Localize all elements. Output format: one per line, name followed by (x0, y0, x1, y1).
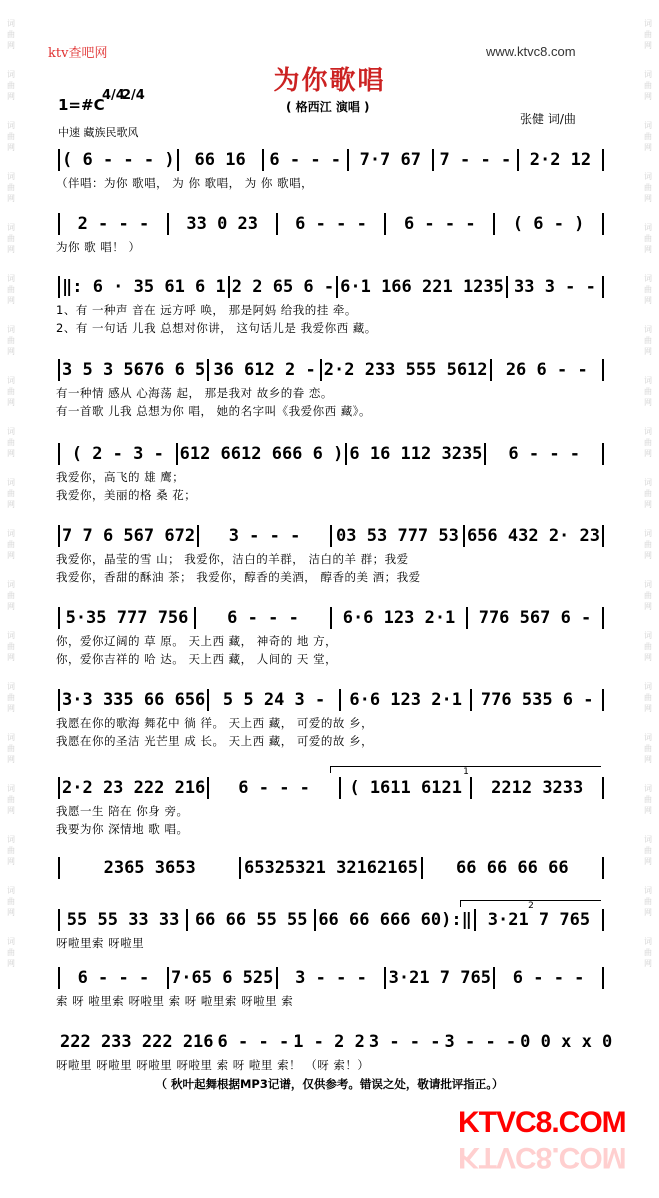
watermark-char: 曲 (644, 81, 652, 90)
watermark-char: 网 (644, 959, 652, 968)
watermark-char: 曲 (644, 183, 652, 192)
barline (602, 276, 604, 298)
watermark-char: 网 (644, 41, 652, 50)
watermark-char: 网 (644, 857, 652, 866)
watermark-char: 词 (644, 631, 652, 640)
measure: 26 6 - - (505, 360, 588, 380)
watermark-char: 曲 (7, 897, 15, 906)
notation-row (56, 148, 606, 172)
measure: 33 3 - - (514, 277, 596, 297)
second-ending-number: 2 (528, 901, 534, 911)
lyric-verse-1: （伴唱：为你 歌唱， 为 你 歌唱， 为 你 歌唱， (56, 176, 314, 190)
measure: 33 0 23 (186, 214, 259, 234)
barline (602, 777, 604, 799)
watermark-char: 词 (7, 427, 15, 436)
barline (470, 777, 472, 799)
barline (207, 777, 209, 799)
score-line (56, 856, 606, 902)
notation-row (56, 212, 606, 236)
barline (58, 777, 60, 799)
barline (276, 213, 278, 235)
measure: 2365 3653 (103, 858, 196, 878)
watermark-char: 网 (7, 602, 15, 611)
time-signature-b: 2/4 (122, 88, 145, 103)
watermark-char: 曲 (7, 30, 15, 39)
watermark-char: 词 (644, 784, 652, 793)
watermark-char: 网 (644, 500, 652, 509)
barline (602, 909, 604, 931)
barline (207, 359, 209, 381)
barline (490, 359, 492, 381)
lyric-verse-2: 我爱你，美丽的格 桑 花； (56, 488, 197, 502)
measure: 2·2 23 222 216 (62, 778, 206, 798)
watermark-char: 网 (644, 143, 652, 152)
watermark-char: 词 (7, 478, 15, 487)
watermark-char: 网 (644, 347, 652, 356)
second-ending-bracket (460, 900, 601, 911)
barline (602, 443, 604, 465)
watermark-char: 网 (7, 194, 15, 203)
measure: 0 0 x x 0 (520, 1032, 613, 1052)
measure: 3 - - - (368, 1032, 441, 1052)
watermark-char: 词 (644, 172, 652, 181)
barline (466, 607, 468, 629)
watermark-char: 网 (7, 653, 15, 662)
measure: 2·2 233 555 5612 (323, 360, 488, 380)
barline (602, 213, 604, 235)
measure: 3·21 7 765 (388, 968, 491, 988)
tempo-marking: 中速 藏族民歌风 (58, 126, 139, 139)
watermark-char: 曲 (7, 540, 15, 549)
barline (493, 967, 495, 989)
watermark-char: 网 (7, 245, 15, 254)
measure: 2 - - - (77, 214, 150, 234)
lyric-verse-2: 我愿在你的圣洁 光芒里 成 长。 天上西 藏， 可爱的故 乡， (56, 734, 374, 748)
measure: 66 66 666 60):‖ (318, 910, 472, 930)
watermark-char: 曲 (7, 591, 15, 600)
watermark-char: 网 (644, 296, 652, 305)
footer-note: （ 秋叶起舞根据MP3记谱，仅供参考。错误之处，敬请批评指正。） (155, 1077, 504, 1091)
measure: 6 - - - (238, 778, 310, 798)
barline (167, 967, 169, 989)
watermark-char: 词 (644, 886, 652, 895)
watermark-char: 词 (644, 376, 652, 385)
score-line (56, 966, 606, 1012)
barline (602, 525, 604, 547)
watermark-char: 网 (644, 194, 652, 203)
watermark-char: 曲 (644, 285, 652, 294)
score-line (56, 688, 606, 748)
barline (58, 213, 60, 235)
barline (207, 689, 209, 711)
barline (493, 213, 495, 235)
site-url[interactable]: www.ktvc8.com (486, 44, 576, 59)
first-ending-number: 1 (463, 767, 469, 777)
score-line (56, 275, 606, 335)
barline (176, 443, 178, 465)
score-line (56, 524, 606, 584)
watermark-char: 词 (7, 937, 15, 946)
lyric-verse-1: 我愿在你的歌海 舞花中 徜 徉。 天上西 藏， 可爱的故 乡， (56, 716, 374, 730)
barline (602, 689, 604, 711)
watermark-char: 词 (644, 682, 652, 691)
measure: 7 7 6 567 672 (62, 526, 196, 546)
notation-row (56, 606, 606, 630)
measure: 36 612 2 - (213, 360, 316, 380)
notation-row (56, 524, 606, 548)
watermark-char: 词 (644, 937, 652, 946)
watermark-char: 网 (644, 551, 652, 560)
watermark-char: 网 (7, 347, 15, 356)
notation-row (56, 776, 606, 800)
watermark-char: 网 (644, 398, 652, 407)
watermark-char: 曲 (7, 81, 15, 90)
barline (463, 525, 465, 547)
watermark-char: 词 (644, 580, 652, 589)
watermark-char: 网 (644, 602, 652, 611)
measure: 03 53 777 53 (336, 526, 459, 546)
watermark-char: 网 (7, 857, 15, 866)
performer: ( 格西江 演唱 ) (286, 100, 370, 114)
watermark-char: 曲 (644, 591, 652, 600)
watermark-char: 词 (7, 172, 15, 181)
measure: 6·6 123 2·1 (342, 608, 456, 628)
watermark-char: 词 (644, 70, 652, 79)
watermark-char: 曲 (644, 387, 652, 396)
measure: 6 - - - (227, 608, 299, 628)
watermark-char: 词 (644, 835, 652, 844)
measure: 6 - - - (403, 214, 476, 234)
lyric-verse-1: 为你 歌 唱！ ） (56, 240, 141, 254)
watermark-char: 曲 (644, 897, 652, 906)
notation-row (56, 966, 606, 990)
watermark-char: 曲 (644, 744, 652, 753)
watermark-char: 曲 (644, 438, 652, 447)
measure: 7·65 6 525 (171, 968, 274, 988)
barline (239, 857, 241, 879)
score-line (56, 442, 606, 502)
barline (58, 607, 60, 629)
watermark-char: 曲 (644, 336, 652, 345)
watermark-char: 词 (644, 223, 652, 232)
lyric-verse-1: 我爱你，晶莹的雪 山； 我爱你，洁白的羊群， 洁白的羊 群；我爱 (56, 552, 409, 566)
barline (517, 149, 519, 171)
barline (177, 149, 179, 171)
watermark-char: 词 (644, 19, 652, 28)
score-line (56, 212, 606, 258)
watermark-char: 词 (644, 733, 652, 742)
barline (58, 525, 60, 547)
measure: ( 6 - - - ) (62, 150, 175, 170)
measure: 222 233 222 216 (60, 1032, 214, 1052)
watermark-char: 词 (644, 274, 652, 283)
measure: 3 5 3 5676 6 5 (62, 360, 206, 380)
site-logo[interactable]: KTVC8.COM (458, 1106, 626, 1139)
score-line (56, 358, 606, 418)
barline (602, 857, 604, 879)
watermark-char: 曲 (644, 30, 652, 39)
watermark-char: 曲 (7, 183, 15, 192)
score-line (56, 908, 606, 954)
measure: 6 - - - (512, 968, 585, 988)
watermark-char: 网 (7, 92, 15, 101)
barline (330, 607, 332, 629)
watermark-char: 网 (7, 296, 15, 305)
watermark-char: 曲 (644, 132, 652, 141)
measure: 5·35 777 756 (65, 608, 189, 628)
song-title: 为你歌唱 (273, 66, 386, 96)
watermark-char: 网 (7, 398, 15, 407)
watermark-char: 网 (644, 806, 652, 815)
watermark-char: 曲 (7, 285, 15, 294)
watermark-char: 词 (7, 325, 15, 334)
barline (421, 857, 423, 879)
lyric-verse-1: 1、有 一种声 音在 远方呼 唤， 那是阿妈 给我的挂 牵。 (56, 303, 357, 317)
watermark-char: 曲 (7, 744, 15, 753)
watermark-char: 词 (7, 121, 15, 130)
watermark-char: 网 (7, 704, 15, 713)
barline (58, 857, 60, 879)
notation-row (56, 908, 606, 932)
measure: 55 55 33 33 (66, 910, 180, 930)
watermark-char: 曲 (7, 387, 15, 396)
measure: 6 - - - (508, 444, 581, 464)
watermark-char: 词 (7, 19, 15, 28)
measure: 2212 3233 (491, 778, 584, 798)
measure: 6 - - - (217, 1032, 290, 1052)
lyric-verse-1: 我愿一生 陪在 你身 旁。 (56, 804, 189, 818)
watermark-char: 网 (644, 449, 652, 458)
measure: 3 - - - (228, 526, 301, 546)
watermark-char: 曲 (644, 642, 652, 651)
notation-row (56, 358, 606, 382)
measure: 6·1 166 221 1235 (340, 277, 504, 297)
watermark-char: 网 (644, 92, 652, 101)
watermark-char: 曲 (7, 489, 15, 498)
barline (602, 967, 604, 989)
barline (484, 443, 486, 465)
measure: 6·6 123 2·1 (349, 690, 462, 710)
watermark-char: 词 (644, 529, 652, 538)
watermark-char: 网 (7, 143, 15, 152)
measure: 3 - - - (295, 968, 367, 988)
watermark-char: 曲 (644, 540, 652, 549)
notation-row (56, 442, 606, 466)
score-line (56, 606, 606, 666)
watermark-char: 词 (7, 70, 15, 79)
watermark-char: 词 (644, 121, 652, 130)
measure: 3·3 335 66 656 (62, 690, 206, 710)
barline (58, 967, 60, 989)
watermark-char: 曲 (644, 846, 652, 855)
watermark-char: 词 (7, 580, 15, 589)
measure: ( 2 - 3 - (71, 444, 164, 464)
watermark-char: 网 (7, 551, 15, 560)
measure: 6 - - - (295, 214, 367, 234)
watermark-char: 曲 (644, 693, 652, 702)
measure: 5 5 24 3 - (222, 690, 326, 710)
watermark-char: 词 (644, 325, 652, 334)
watermark-char: 网 (644, 704, 652, 713)
watermark-char: 网 (7, 500, 15, 509)
lyric-verse-2: 我要为你 深情地 歌 唱。 (56, 822, 189, 836)
watermark-char: 曲 (7, 693, 15, 702)
barline (58, 689, 60, 711)
lyric-verse-2: 你，爱你吉祥的 哈 达。 天上西 藏， 人间的 天 堂， (56, 652, 338, 666)
lyric-verse-2: 2、有 一句话 儿我 总想对你讲， 这句话儿是 我爱你西 藏。 (56, 321, 377, 335)
barline (330, 525, 332, 547)
measure: 6 16 112 3235 (349, 444, 483, 464)
measure: 776 535 6 - (480, 690, 594, 710)
watermark-char: 网 (7, 449, 15, 458)
watermark-char: 网 (644, 908, 652, 917)
barline (339, 777, 341, 799)
watermark-char: 曲 (7, 795, 15, 804)
score-line (56, 148, 606, 194)
barline (474, 909, 476, 931)
watermark-char: 词 (7, 376, 15, 385)
barline (347, 149, 349, 171)
watermark-char: 曲 (644, 795, 652, 804)
watermark-char: 网 (7, 806, 15, 815)
site-logo-reflection: KTVC8.COM (458, 1141, 626, 1174)
barline (339, 689, 341, 711)
watermark-char: 词 (7, 733, 15, 742)
barline (602, 359, 604, 381)
watermark-char: 词 (7, 682, 15, 691)
barline (167, 213, 169, 235)
watermark-char: 曲 (7, 948, 15, 957)
watermark-char: 网 (7, 41, 15, 50)
barline (58, 276, 60, 298)
barline (336, 276, 338, 298)
barline (506, 276, 508, 298)
lyric-verse-1: 你，爱你辽阔的 草 原。 天上西 藏， 神奇的 地 方， (56, 634, 338, 648)
barline (228, 276, 230, 298)
watermark-char: 曲 (7, 438, 15, 447)
lyric-verse-1: 索 呀 啦里索 呀啦里 索 呀 啦里索 呀啦里 索 (56, 994, 294, 1008)
measure: 65325321 32162165 (243, 858, 418, 878)
measure: 7·7 67 (359, 150, 421, 170)
watermark-char: 曲 (7, 642, 15, 651)
measure: 1 - 2 2 (293, 1032, 365, 1052)
watermark-char: 曲 (644, 234, 652, 243)
time-signature-a: 4/4 (102, 88, 125, 103)
watermark-char: 曲 (644, 948, 652, 957)
watermark-char: 曲 (7, 336, 15, 345)
barline (602, 607, 604, 629)
lyric-verse-1: 呀啦里索 呀啦里 (56, 936, 145, 950)
lyric-verse-2: 有一首歌 儿我 总想为你 唱， 她的名字叫《我爱你西 藏》。 (56, 404, 372, 418)
watermark-char: 网 (644, 755, 652, 764)
composer-credit: 张健 词/曲 (520, 112, 576, 126)
score-line (56, 1030, 613, 1076)
barline (58, 443, 60, 465)
barline (276, 967, 278, 989)
measure: 66 16 (194, 150, 246, 170)
barline (58, 909, 60, 931)
watermark-char: 网 (644, 653, 652, 662)
lyric-verse-1: 我爱你，高飞的 雄 鹰； (56, 470, 185, 484)
measure: 66 66 55 55 (194, 910, 308, 930)
measure: 776 567 6 - (478, 608, 592, 628)
measure: ( 1611 6121 (349, 778, 462, 798)
barline (432, 149, 434, 171)
lyric-verse-1: 呀啦里 呀啦里 呀啦里 呀啦里 索 呀 啦里 索！ （呀 索！） (56, 1058, 370, 1072)
barline (345, 443, 347, 465)
barline (262, 149, 264, 171)
watermark-char: 曲 (644, 489, 652, 498)
watermark-char: 曲 (7, 132, 15, 141)
left-watermark-strip (2, 0, 20, 1198)
measure: 6 - - - (77, 968, 150, 988)
first-ending-bracket (330, 766, 601, 777)
measure: 2·2 12 (529, 150, 592, 170)
measure: 656 432 2· 23 (466, 526, 600, 546)
notation-row (56, 688, 606, 712)
watermark-char: 词 (7, 529, 15, 538)
barline (314, 909, 316, 931)
barline (194, 607, 196, 629)
measure: ( 6 - ) (512, 214, 585, 234)
key-signature: 1=#C (58, 96, 105, 114)
watermark-char: 网 (644, 245, 652, 254)
lyric-verse-2: 我爱你，香甜的酥油 茶； 我爱你，醇香的美酒， 醇香的美 酒；我爱 (56, 570, 421, 584)
watermark-char: 曲 (7, 846, 15, 855)
watermark-char: 词 (7, 835, 15, 844)
watermark-char: 词 (7, 274, 15, 283)
watermark-char: 词 (644, 478, 652, 487)
watermark-char: 词 (7, 631, 15, 640)
barline (58, 149, 60, 171)
barline (384, 967, 386, 989)
notation-row (56, 1030, 613, 1054)
measure: 6 - - - (269, 150, 342, 170)
barline (197, 525, 199, 547)
measure: 66 66 66 66 (456, 858, 569, 878)
score-line (56, 776, 606, 836)
measure: 7 - - - (439, 150, 512, 170)
right-watermark-strip (639, 0, 657, 1198)
watermark-char: 网 (7, 908, 15, 917)
watermark-char: 词 (644, 427, 652, 436)
barline (320, 359, 322, 381)
barline (58, 359, 60, 381)
notation-row (56, 275, 606, 299)
barline (602, 149, 604, 171)
barline (186, 909, 188, 931)
watermark-char: 词 (7, 784, 15, 793)
notation-row (56, 856, 606, 880)
watermark-char: 曲 (7, 234, 15, 243)
watermark-char: 词 (7, 223, 15, 232)
watermark-char: 网 (7, 959, 15, 968)
measure: 3 - - - (444, 1032, 517, 1052)
watermark-char: 网 (7, 755, 15, 764)
barline (384, 213, 386, 235)
site-brand[interactable]: ktv查吧网 (48, 46, 108, 61)
lyric-verse-1: 有一种情 感从 心海荡 起， 那是我对 故乡的眷 恋。 (56, 386, 333, 400)
measure: ‖: 6 · 35 61 6 1 (62, 277, 226, 297)
barline (470, 689, 472, 711)
measure: 612 6612 666 6 ) (179, 444, 344, 464)
measure: 3·21 7 765 (487, 910, 591, 930)
watermark-char: 词 (7, 886, 15, 895)
measure: 2 2 65 6 - (231, 277, 335, 297)
